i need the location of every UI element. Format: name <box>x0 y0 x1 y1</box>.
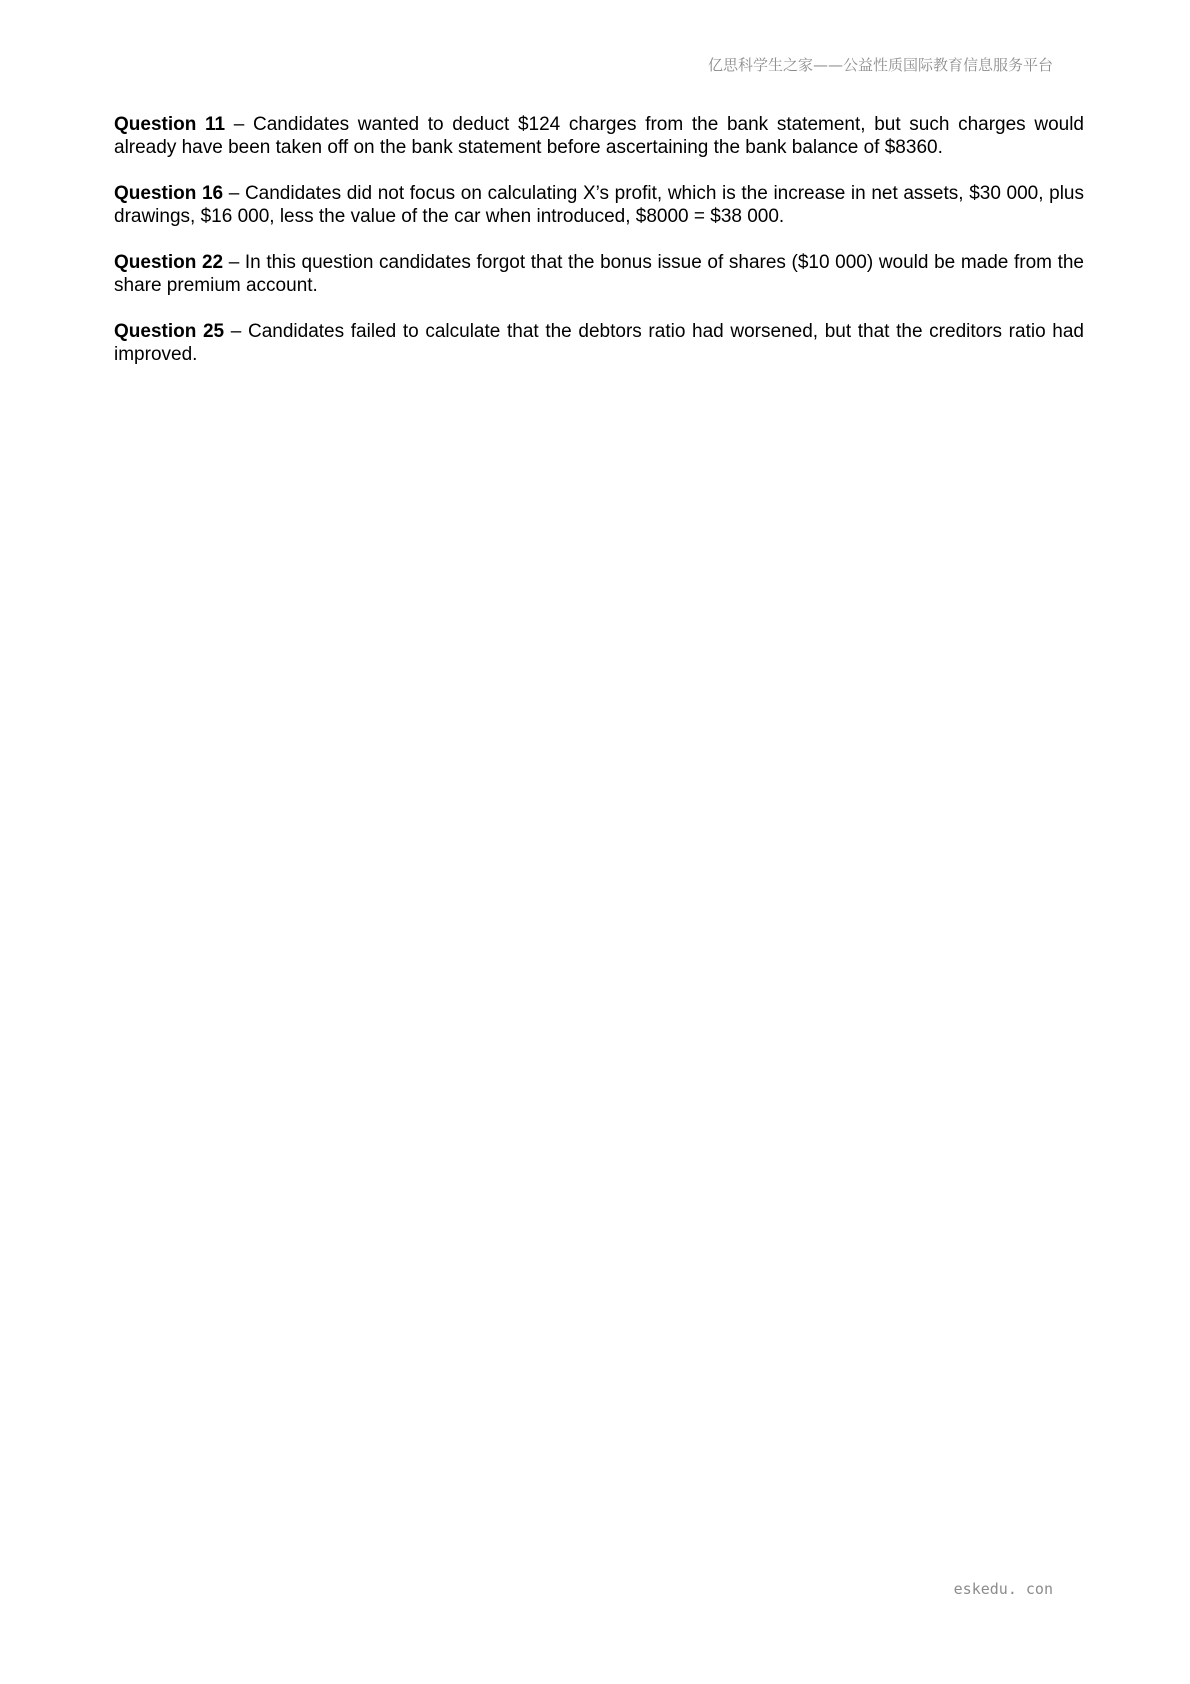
question-label: Question 22 <box>114 252 224 273</box>
examiner-comments <box>114 113 1084 389</box>
comment-text: Candidates did not focus on calculating X’s profit, which is the increase in net assets, $30 000, plus drawings, $16 000, less the value of the car when introduced, $8000 = $38 000. <box>114 183 1084 227</box>
comment-text: Candidates failed to calculate that the debtors ratio had worsened, but that the creditors ratio had improved. <box>114 321 1084 365</box>
header-site-note: 亿思科学生之家——公益性质国际教育信息服务平台 <box>707 56 1053 74</box>
question-label: Question 16 <box>114 183 224 204</box>
comment-text: Candidates wanted to deduct $124 charges from the bank statement, but such charges would already have been taken off on the bank statement before ascertaining the bank balance of $8360. <box>114 114 1084 158</box>
separator: – <box>223 183 245 204</box>
separator: – <box>225 114 254 135</box>
question-comment <box>114 320 1084 366</box>
question-comment <box>114 182 1084 228</box>
separator: – <box>224 321 248 342</box>
comment-text: In this question candidates forgot that the bonus issue of shares ($10 000) would be made from the share premium account. <box>114 252 1085 296</box>
footer-site-url: eskedu. con <box>953 1580 1053 1598</box>
question-comment <box>114 113 1084 159</box>
question-label: Question 11 <box>114 114 226 135</box>
question-comment <box>114 251 1084 297</box>
question-label: Question 25 <box>114 321 225 342</box>
separator: – <box>223 252 245 273</box>
